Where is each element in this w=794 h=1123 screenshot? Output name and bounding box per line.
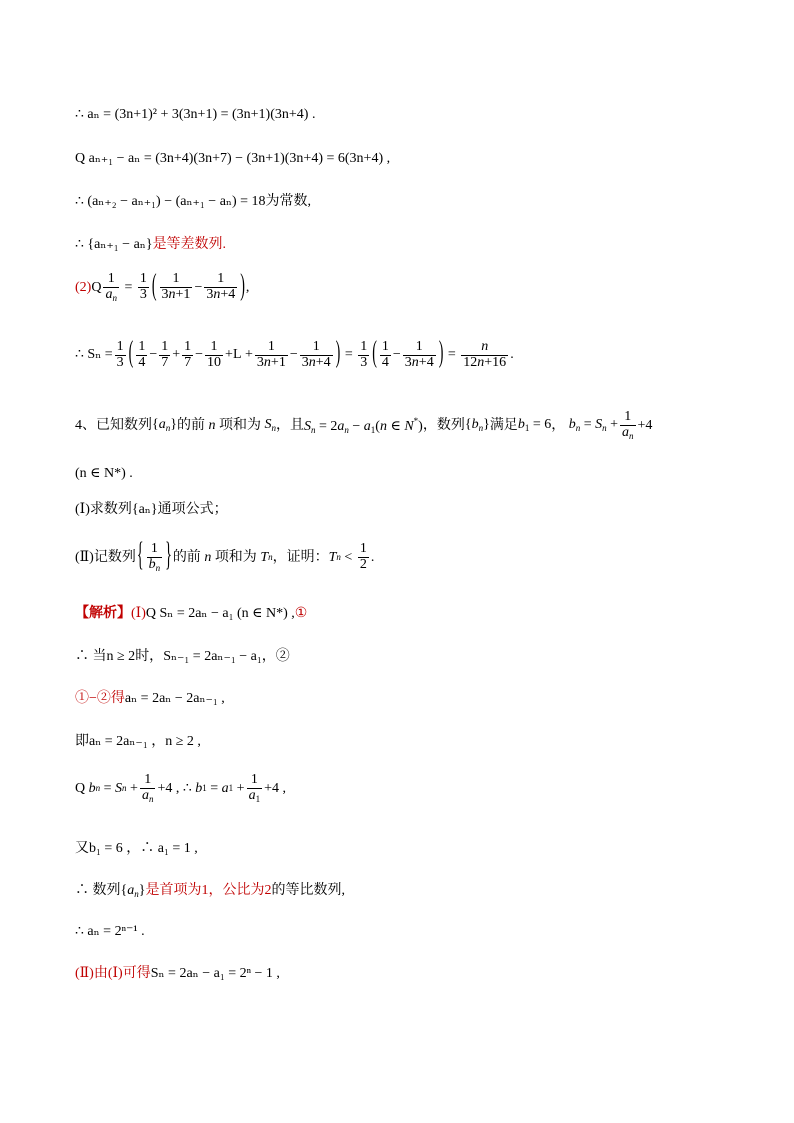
paren-open: ( — [128, 337, 134, 371]
text: ∴ 当 — [75, 649, 107, 664]
fraction: $\frac{1}{3n+4}$ — [404, 339, 434, 370]
math-text: 又b₁ = 6 ，∴ a₁ = 1 , — [75, 841, 198, 856]
fraction: $\frac{1}{3}$ — [360, 339, 368, 370]
question-text: 的前 — [172, 549, 201, 565]
condition: $S_n = 2a_n - a_1(n$ ∈ N*) — [303, 415, 423, 435]
solution-line-3 — [75, 692, 225, 706]
math-text: ∴ aₙ = 2ⁿ⁻¹ . — [75, 924, 145, 939]
math-text: n ≥ 2 — [106, 649, 136, 664]
paren-open: ( — [151, 269, 157, 303]
text: 项和为 — [218, 417, 261, 433]
problem-4-domain — [75, 467, 133, 481]
fraction: $\frac{n}{12n+16}$ — [463, 339, 507, 370]
red-text: ①−②得 — [75, 691, 125, 706]
fraction: $\frac{1}{3}$ — [139, 271, 147, 303]
red-text: (Ⅱ)由(Ⅰ)可得 — [75, 966, 151, 981]
circle-marker: ① — [294, 606, 308, 621]
fraction: $\frac{1}{a_n}$ — [105, 271, 117, 303]
fraction: $\frac{1}{3n+4}$ — [301, 339, 331, 370]
fraction: $\frac{1}{a_n}$ — [141, 772, 154, 804]
text: ，且 — [275, 417, 304, 433]
derivation-line-5 — [75, 269, 250, 303]
red-text: ，公比为 — [208, 883, 265, 898]
fraction: $\frac{1}{a_n}$ — [622, 409, 634, 441]
solution-line-9 — [75, 967, 280, 981]
solution-line-7: ∴ 数列$\{a_n\}$是首项为1，公比为2的等比数列, — [75, 883, 345, 899]
problem-number: 4、已知数列 — [75, 417, 152, 433]
q-symbol: Q — [75, 780, 86, 796]
fraction: $\frac{1}{a_1}$ — [248, 772, 261, 804]
solution-line-4 — [75, 735, 201, 749]
math-text: ∴ aₙ = (3n+1)² + 3(3n+1) = (3n+1)(3n+4) . — [75, 107, 316, 122]
math-text: 即aₙ = 2aₙ₋₁ ，n ≥ 2 , — [75, 734, 201, 749]
seq-a: $\{a_n\}$ — [152, 417, 177, 434]
problem-4-statement: 4、已知数列 $\{a_n\}$ 的前 n 项和为 $S_n$ ，且 $S_n = 2a_n - a_1(n$ ∈ N*) ，数列 $\{b_n\}$ 满足 $b_1 = 6$ ， $b_n = S_n$ + $\frac{1}{a_n}$ +4 — [75, 409, 653, 441]
fraction: $\frac{1}{3}$ — [116, 339, 124, 370]
math-text: ∴ {aₙ₊₁ − aₙ} — [75, 237, 153, 252]
paren-close: ) — [335, 337, 341, 371]
minus: − — [194, 279, 203, 295]
red-text: 2 — [264, 883, 272, 898]
paren-open: ( — [372, 337, 377, 371]
question-text: ，证明： — [272, 549, 329, 565]
plus-four: +4 — [637, 417, 653, 433]
circle-marker: ，② — [261, 649, 290, 664]
fraction: $\frac{1}{4}$ — [381, 339, 389, 370]
math-text: ∴ (aₙ₊₂ − aₙ₊₁) − (aₙ₊₁ − aₙ) = 18 — [75, 194, 266, 209]
math-text: Sₙ₋₁ = 2aₙ₋₁ − a₁ — [163, 649, 262, 664]
math-text: (n ∈ N*) . — [75, 466, 133, 481]
red-text: 是首项为 — [145, 883, 202, 898]
comma: , — [245, 279, 250, 295]
text: ，数列 — [422, 417, 465, 433]
text: 满足 — [489, 417, 518, 433]
fraction: $\frac{1}{7}$ — [184, 339, 192, 370]
text: 时， — [135, 649, 164, 664]
seq-b: $\{b_n\}$ — [464, 417, 490, 434]
fraction: $\frac{1}{3n+1}$ — [161, 271, 191, 303]
bn-formula: $b_n = S_n$ + — [568, 417, 619, 434]
fraction: $\frac{1}{3n+1}$ — [256, 339, 286, 370]
solution-line-6 — [75, 842, 198, 856]
derivation-line-3 — [75, 195, 311, 209]
part-label: (2) — [75, 279, 92, 295]
text-constant: 为常数, — [265, 194, 312, 209]
fraction: $\frac{1}{2}$ — [359, 541, 367, 573]
math-text: Q Sₙ = 2aₙ − a₁ (n ∈ N*) , — [145, 606, 295, 621]
solution-line-8 — [75, 925, 145, 939]
solution-line-2 — [75, 650, 290, 664]
fraction: $\frac{1}{b_n}$ — [148, 541, 161, 573]
sum-S: $S_n$ — [264, 417, 276, 434]
q-symbol: Q — [91, 279, 102, 295]
text: ∴ 数列 — [75, 883, 121, 898]
solution-tag: 【解析】 — [75, 606, 131, 621]
part-label: (Ⅰ) — [131, 606, 146, 621]
ellipsis: L — [232, 347, 242, 363]
question-text: (Ⅰ)求数列{aₙ}通项公式； — [75, 502, 228, 517]
derivation-line-1 — [75, 108, 315, 122]
text: ， — [551, 417, 566, 433]
question-text: (Ⅱ)记数列 — [75, 549, 136, 565]
math-text: Q aₙ₊₁ − aₙ = (3n+4)(3n+7) − (3n+1)(3n+4) = 6(3n+4) , — [75, 151, 391, 166]
math-text: Sₙ = 2aₙ − a₁ = 2ⁿ − 1 , — [150, 966, 280, 981]
derivation-line-6: ∴ Sₙ = $\frac{1}{3}$ ( $\frac{1}{4}$ − $\frac{1}{7}$ + $\frac{1}{7}$ − $\frac{1}{10}$ + L + $\frac{1}{3n+1}$ − $\frac{1}{3n+4}$ ) = $\frac{1}{3}$ ( $\frac{1}{4}$ − $\frac{1}{3n+4}$ ) = $\frac{n}{12n+16}$ . — [75, 337, 514, 371]
fraction: $\frac{1}{3n+4}$ — [206, 271, 236, 303]
equals: = — [120, 279, 136, 295]
fraction: $\frac{1}{10}$ — [207, 339, 222, 370]
fraction: $\frac{1}{7}$ — [161, 339, 169, 370]
math-text: ∴ Sₙ = — [75, 347, 113, 363]
brace-close: } — [165, 538, 172, 575]
derivation-line-4 — [75, 238, 226, 252]
question-1 — [75, 503, 228, 517]
text: 的等比数列, — [271, 883, 345, 898]
fraction: $\frac{1}{4}$ — [138, 339, 146, 370]
brace-open: { — [136, 538, 144, 575]
paren-close: ) — [438, 337, 444, 371]
question-2: (Ⅱ)记数列 { $\frac{1}{b_n}$ } 的前 n 项和为 T n ，证明： T n < $\frac{1}{2}$ . — [75, 538, 375, 575]
solution-line-5: Q b n = S n + $\frac{1}{a_n}$ +4 , ∴ b 1 = a 1 + $\frac{1}{a_1}$ +4 , — [75, 772, 286, 804]
solution-line-1 — [75, 607, 307, 621]
derivation-line-2 — [75, 152, 390, 166]
conclusion-red: 是等差数列. — [152, 237, 227, 252]
text: 的前 — [176, 417, 205, 433]
b1-value: $b_1 = 6$ — [517, 417, 552, 434]
red-text: 1 — [201, 883, 209, 898]
question-text: 项和为 — [214, 549, 257, 565]
paren-close: ) — [240, 269, 245, 303]
math-text: aₙ = 2aₙ − 2aₙ₋₁ , — [124, 691, 225, 706]
